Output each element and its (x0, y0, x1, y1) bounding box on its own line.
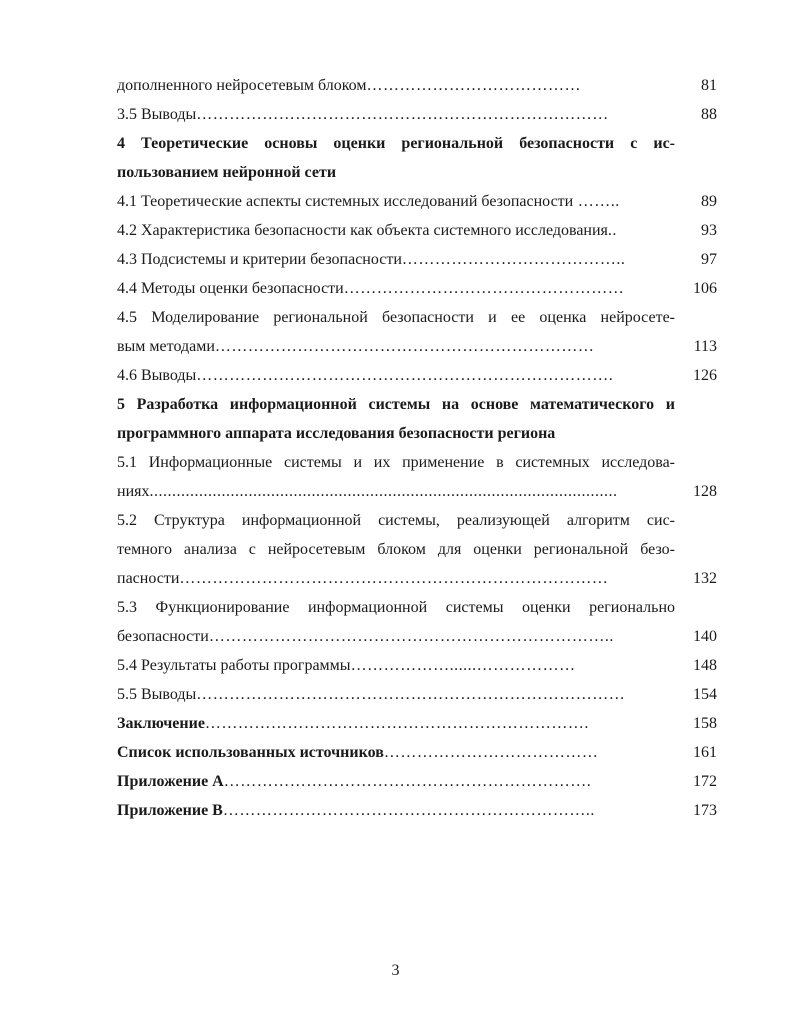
toc-entry (117, 182, 717, 211)
toc-leader-dots: …………………………………………………………………… (196, 686, 626, 703)
toc-entry-text: 4.6 Выводы (117, 367, 197, 384)
toc-entry (117, 501, 717, 530)
toc-page-number: 173 (693, 802, 717, 819)
toc-leader-dots: …….. (573, 193, 620, 210)
toc-page-number: 97 (701, 251, 717, 268)
toc-entry-text: Приложение В (117, 802, 223, 819)
toc-leader-dots: …………………………………………………………………. (196, 367, 614, 384)
toc-entry (117, 791, 717, 820)
toc-entry-text: Список использованных источников (117, 744, 384, 761)
toc-entry (117, 327, 717, 356)
toc-entry (117, 443, 717, 472)
toc-entry (117, 211, 717, 240)
toc-entry (117, 153, 717, 182)
toc-entry (117, 617, 717, 646)
toc-entry (117, 530, 717, 559)
toc-entry (117, 559, 717, 588)
toc-leader-dots: ………………………………… (366, 77, 581, 94)
toc-entry (117, 733, 717, 762)
toc-leader-dots: …………………………………………………………… (214, 338, 595, 355)
toc-page-number: 88 (701, 106, 717, 123)
toc-entry (117, 66, 717, 95)
toc-entry-text: Приложение А (117, 773, 224, 790)
toc-entry-text: 5.4 Результаты работы программы (117, 657, 351, 674)
table-of-contents (117, 66, 717, 820)
toc-entry-text: 4.2 Характеристика безопасности как объекта системного исследования (117, 222, 608, 239)
toc-entry-text: 5.1 Информационные системы и их применение в системных исследова- (117, 454, 675, 471)
toc-entry (117, 356, 717, 385)
toc-page-number: 154 (693, 686, 717, 703)
toc-leader-dots: ........................................................................................................ (149, 483, 618, 500)
toc-leader-dots: …………………………………………………………………… (179, 570, 609, 587)
toc-entry-text: 4.4 Методы оценки безопасности (117, 280, 344, 297)
toc-entry (117, 240, 717, 269)
toc-page-number: 113 (693, 338, 717, 355)
toc-entry (117, 472, 717, 501)
toc-leader-dots: ………………………………….. (401, 251, 626, 268)
toc-page-number: 140 (693, 628, 717, 645)
toc-entry (117, 414, 717, 443)
toc-entry (117, 124, 717, 153)
toc-leader-dots: ………………......……………… (350, 657, 576, 674)
toc-entry-text: безопасности (117, 628, 209, 645)
toc-page-number: 132 (693, 570, 717, 587)
toc-entry-text: программного аппарата исследования безопасности региона (117, 425, 556, 442)
toc-entry-text: Заключение (117, 715, 205, 732)
toc-leader-dots: …………………………………………………………. (223, 773, 592, 790)
toc-leader-dots: ……………………………………………………………….. (208, 628, 614, 645)
toc-entry-text: 4.1 Теоретические аспекты системных исследований безопасности (117, 193, 574, 210)
toc-entry (117, 704, 717, 733)
toc-entry (117, 298, 717, 327)
toc-entry (117, 95, 717, 124)
toc-page-number: 161 (693, 744, 717, 761)
toc-entry-text: 3.5 Выводы (117, 106, 197, 123)
toc-leader-dots: …………………………………………… (343, 280, 625, 297)
toc-page-number: 158 (693, 715, 717, 732)
toc-entry (117, 385, 717, 414)
toc-leader-dots: .. (607, 222, 617, 239)
toc-entry-text: ниях (117, 483, 150, 500)
toc-entry (117, 269, 717, 298)
toc-entry-text: темного анализа с нейросетевым блоком для оценки региональной безо- (117, 541, 675, 558)
toc-entry (117, 588, 717, 617)
toc-entry-text: 5.2 Структура информационной системы, реализующей алгоритм сис- (117, 512, 675, 529)
toc-page-number: 106 (693, 280, 717, 297)
toc-leader-dots: ……………………………………………………………. (204, 715, 589, 732)
toc-entry-text: дополненного нейросетевым блоком (117, 77, 367, 94)
toc-entry-text: 5 Разработка информационной системы на основе математического и (117, 396, 675, 413)
toc-page-number: 93 (701, 222, 717, 239)
toc-entry-text: вым методами (117, 338, 215, 355)
page-number: 3 (391, 962, 400, 979)
toc-page-number: 128 (693, 483, 717, 500)
toc-page-number: 172 (693, 773, 717, 790)
toc-entry (117, 675, 717, 704)
toc-entry-text: 4.5 Моделирование региональной безопасности и ее оценка нейросете- (117, 309, 675, 326)
toc-leader-dots: ………………………………………………………………… (196, 106, 609, 123)
toc-entry-text: пасности (117, 570, 180, 587)
toc-leader-dots: ………………………………………………………….. (222, 802, 595, 819)
toc-page-number: 148 (693, 657, 717, 674)
toc-leader-dots: ………………………………… (383, 744, 599, 761)
toc-entry-text: 5.5 Выводы (117, 686, 197, 703)
toc-entry-text: 5.3 Функционирование информационной системы оценки регионально (117, 599, 675, 616)
toc-entry-text: 4 Теоретические основы оценки региональной безопасности с ис- (117, 135, 675, 152)
toc-entry-text: 4.3 Подсистемы и критерии безопасности (117, 251, 402, 268)
toc-entry (117, 762, 717, 791)
toc-page-number: 81 (701, 77, 717, 94)
toc-entry-text: пользованием нейронной сети (117, 164, 337, 181)
toc-entry (117, 646, 717, 675)
toc-page-number: 89 (701, 193, 717, 210)
toc-page-number: 126 (693, 367, 717, 384)
